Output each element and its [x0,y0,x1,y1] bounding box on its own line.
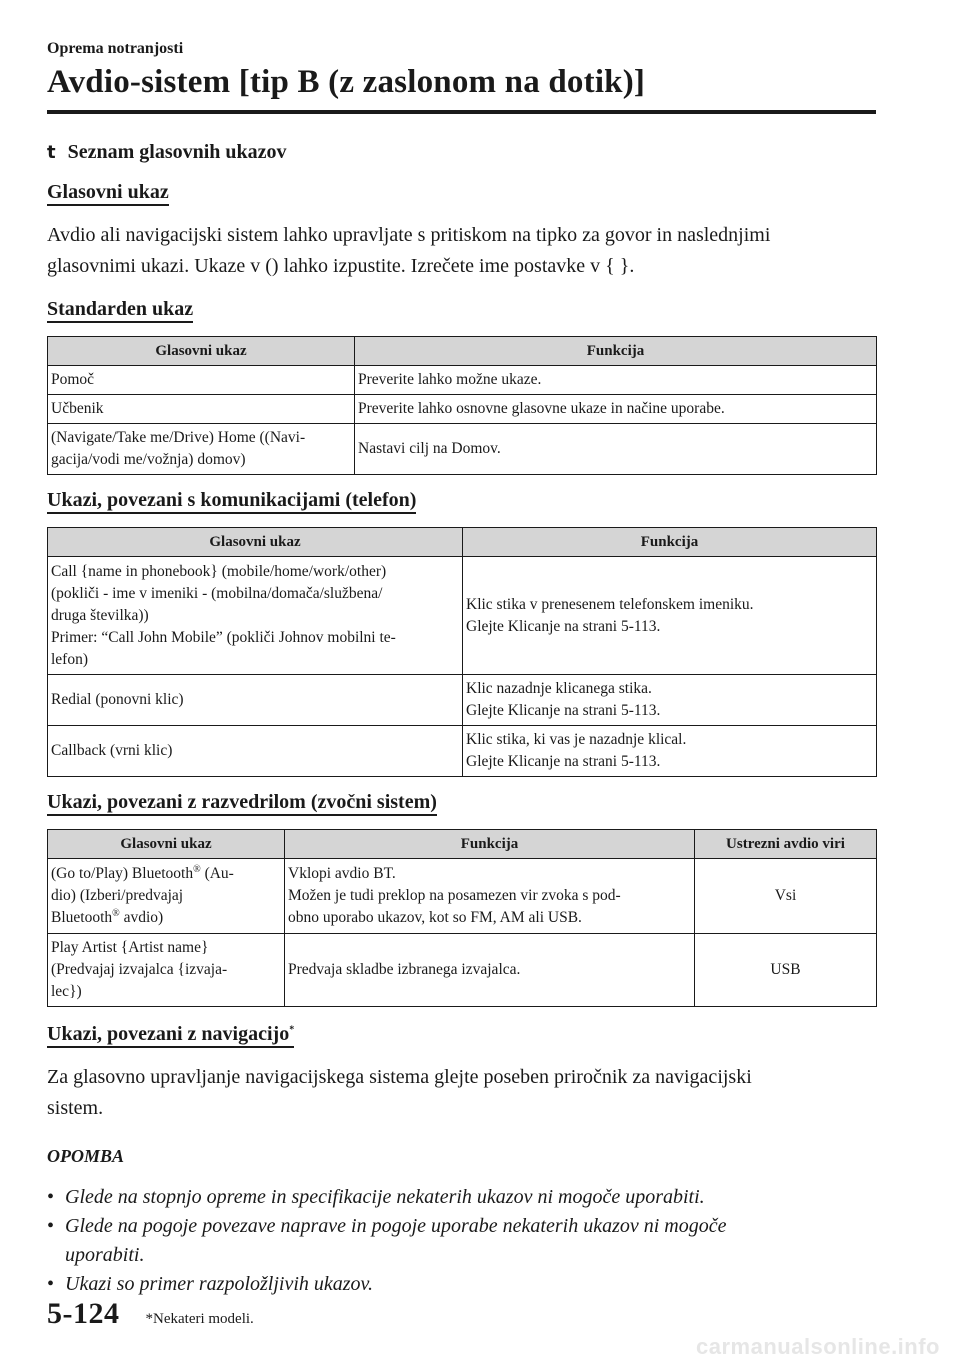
nav-line: sistem. [47,1097,104,1119]
cell-text: Glejte Klicanje na strani 5-113. [466,617,661,635]
function-cell [355,366,877,395]
cell-text: gacija/vodi me/vožnja) domov) [51,451,246,468]
title-rule [47,110,876,114]
command-cell [48,557,463,675]
table-row [48,859,877,934]
registered-mark: ® [112,907,120,919]
registered-mark: ® [193,863,201,875]
nav-line: Za glasovno upravljanje navigacijskega sistema glejte poseben priročnik za navigacijski [47,1066,752,1088]
cell-text [51,863,281,885]
audio-heading: Ukazi, povezani z razvedrilom (zvočni sistem) [47,791,437,816]
standard-heading: Standarden ukaz [47,298,193,323]
column-header: Ustrezni avdio viri [695,830,877,859]
column-header: Funkcija [463,528,877,557]
cell-text: Klic stika, ki vas je nazadnje klical. [466,731,687,748]
function-cell [463,675,877,726]
cell-text: Preverite lahko možne ukaze. [358,371,542,388]
command-cell [48,395,355,424]
note-text: Glede na stopnjo opreme in specifikacije nekaterih ukazov ni mogoče uporabiti. [65,1186,705,1208]
column-header: Funkcija [355,337,877,366]
watermark: carmanualsonline.info [696,1334,940,1359]
manual-page [47,40,876,1299]
footnote: *Nekateri modeli. [145,1311,254,1327]
cell-fragment: (Go to/Play) Bluetooth [51,865,194,882]
table-row [48,366,877,395]
table-header-row [48,337,877,366]
note-item [47,1183,876,1212]
table-row [48,934,877,1007]
cell-text: Klic nazadnje klicanega stika. [466,680,652,697]
cell-text: Nastavi cilj na Domov. [358,440,501,457]
cell-text: Vklopi avdio BT. [288,865,396,882]
topic-marker-icon: t [47,141,56,163]
table-header-row [48,830,877,859]
page-footer [47,1297,254,1331]
column-header: Glasovni ukaz [48,528,463,557]
cell-fragment: Bluetooth [51,909,113,926]
cell-text: lefon) [51,650,89,668]
bullet-icon: • [47,1273,55,1295]
cell-text: Predvaja skladbe izbranega izvajalca. [288,961,521,978]
cell-fragment: avdio) [119,909,164,926]
column-header: Glasovni ukaz [48,830,285,859]
cell-text: Play Artist {Artist name} [51,939,209,956]
cell-text: (Predvajaj izvajalca {izvaja- [51,961,228,978]
note-text [65,1212,726,1270]
cell-text: dio) (Izberi/predvajaj [51,887,184,904]
table-row [48,726,877,777]
cell-text: (Navigate/Take me/Drive) Home ((Navi- [51,429,306,446]
cell-text: Preverite lahko osnovne glasovne ukaze in načine uporabe. [358,400,725,417]
page-title: Avdio-sistem [tip B (z zaslonom na dotik)] [47,64,646,100]
nav-section [47,1023,876,1048]
note-text: Ukazi so primer razpoložljivih ukazov. [65,1273,373,1295]
function-cell [355,424,877,475]
note-item [47,1270,876,1299]
function-cell [463,726,877,777]
cell-text: druga številka)) [51,606,149,624]
cell-text: Primer: “Call John Mobile” (pokliči Johnov mobilni te- [51,628,396,646]
cell-fragment: (Au- [200,865,234,882]
table-row [48,424,877,475]
phone-section [47,489,876,514]
cell-text: Redial (ponovni klic) [51,691,184,708]
voice-command-intro [47,220,876,282]
audio-section [47,791,876,816]
function-cell [285,934,695,1007]
bullet-icon: • [47,1186,55,1208]
topic-title: Seznam glasovnih ukazov [67,140,287,163]
command-cell [48,424,355,475]
section-label: Oprema notranjosti [47,40,184,57]
cell-text: Call {name in phonebook} (mobile/home/work/other) [51,562,387,580]
page-number: 5-124 [47,1297,120,1330]
cell-text: (pokliči - ime v imeniki - (mobilna/domača/službena/ [51,584,383,602]
footnote-star: * [289,1024,295,1036]
cell-text: Glejte Klicanje na strani 5-113. [466,702,661,719]
topic-heading [47,139,876,165]
cell-text: Pomoč [51,371,95,388]
standard-command-table [47,336,877,475]
command-cell [48,366,355,395]
voice-command-section [47,181,876,206]
command-cell [48,726,463,777]
audio-command-table [47,829,877,1007]
voice-command-heading: Glasovni ukaz [47,181,169,206]
cell-text: obno uporabo ukazov, kot so FM, AM ali USB. [288,909,582,926]
source-cell: Vsi [695,859,877,934]
function-cell [285,859,695,934]
column-header: Funkcija [285,830,695,859]
table-row [48,675,877,726]
table-row [48,557,877,675]
cell-text: Glejte Klicanje na strani 5-113. [466,753,661,770]
cell-text: lec}) [51,983,82,1000]
table-header-row [48,528,877,557]
function-cell [463,557,877,675]
cell-text: Učbenik [51,400,104,417]
nav-heading-text: Ukazi, povezani z navigacijo [47,1023,290,1045]
phone-heading: Ukazi, povezani s komunikacijami (telefon) [47,489,416,514]
table-row [48,395,877,424]
command-cell [48,934,285,1007]
bullet-icon: • [47,1215,55,1237]
function-cell [355,395,877,424]
intro-line: glasovnimi ukazi. Ukaze v () lahko izpustite. Izrečete ime postavke v { }. [47,255,635,277]
cell-text: Klic stika v prenesenem telefonskem imeniku. [466,595,754,613]
phone-command-table [47,527,877,777]
nav-paragraph [47,1062,876,1124]
note-line: uporabiti. [65,1244,145,1266]
note-item [47,1212,876,1270]
column-header: Glasovni ukaz [48,337,355,366]
nav-heading [47,1023,294,1048]
cell-text [51,907,281,929]
command-cell [48,675,463,726]
intro-line: Avdio ali navigacijski sistem lahko upravljate s pritiskom na tipko za govor in naslednjimi [47,224,771,246]
source-cell: USB [695,934,877,1007]
standard-section [47,298,876,323]
note-title: OPOMBA [47,1146,125,1166]
note-line: Glede na pogoje povezave naprave in pogoje uporabe nekaterih ukazov ni mogoče [65,1215,727,1237]
note-list [47,1183,876,1299]
cell-text: Callback (vrni klic) [51,742,173,759]
command-cell [48,859,285,934]
cell-text: Možen je tudi preklop na posamezen vir zvoka s pod- [288,887,621,904]
